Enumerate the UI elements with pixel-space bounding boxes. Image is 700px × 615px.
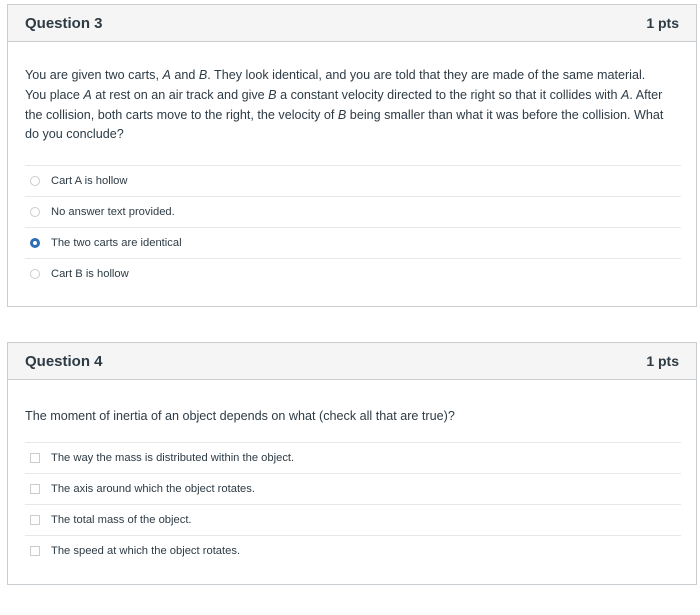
- question-4-title: Question 4: [25, 352, 103, 370]
- radio-button[interactable]: [30, 207, 40, 217]
- answer-label[interactable]: Cart A is hollow: [51, 175, 128, 187]
- checkbox[interactable]: [30, 453, 40, 463]
- answer-option[interactable]: [25, 442, 681, 473]
- question-3-answers: [25, 165, 681, 289]
- checkbox[interactable]: [30, 515, 40, 525]
- answer-option[interactable]: [25, 473, 681, 504]
- radio-button[interactable]: [30, 269, 40, 279]
- answer-option[interactable]: [25, 535, 681, 566]
- question-4-text: The moment of inertia of an object depends on what (check all that are true)?: [25, 409, 455, 423]
- question-4-points: 1 pts: [646, 353, 679, 369]
- question-3-card: [7, 4, 697, 307]
- answer-label[interactable]: The axis around which the object rotates.: [51, 483, 255, 495]
- question-4-answers: [25, 442, 681, 566]
- question-4-card: [7, 342, 697, 585]
- question-3-text: You are given two carts, A and B. They look identical, and you are told that they are made of the same material. You place A at rest on an air track and give B a constant velocity directed to the right so that it collides with A. After the collision, both carts move to the right, the velocity of B being smaller than what it was before the collision. What do you conclude?: [25, 68, 664, 142]
- answer-option[interactable]: [25, 196, 681, 227]
- radio-button-selected[interactable]: [30, 238, 40, 248]
- answer-label[interactable]: Cart B is hollow: [51, 268, 129, 280]
- radio-button[interactable]: [30, 176, 40, 186]
- checkbox[interactable]: [30, 484, 40, 494]
- answer-option[interactable]: [25, 165, 681, 196]
- question-3-title: Question 3: [25, 14, 103, 32]
- answer-option[interactable]: [25, 504, 681, 535]
- answer-label[interactable]: The total mass of the object.: [51, 514, 192, 526]
- question-3-header: [8, 5, 696, 42]
- answer-label[interactable]: The way the mass is distributed within the object.: [51, 452, 295, 464]
- answer-option[interactable]: [25, 258, 681, 289]
- answer-label[interactable]: The two carts are identical: [51, 237, 182, 249]
- answer-option[interactable]: [25, 227, 681, 258]
- checkbox[interactable]: [30, 546, 40, 556]
- answer-label[interactable]: No answer text provided.: [51, 206, 175, 218]
- question-3-points: 1 pts: [646, 15, 679, 31]
- question-4-header: [8, 343, 696, 380]
- answer-label[interactable]: The speed at which the object rotates.: [51, 545, 241, 557]
